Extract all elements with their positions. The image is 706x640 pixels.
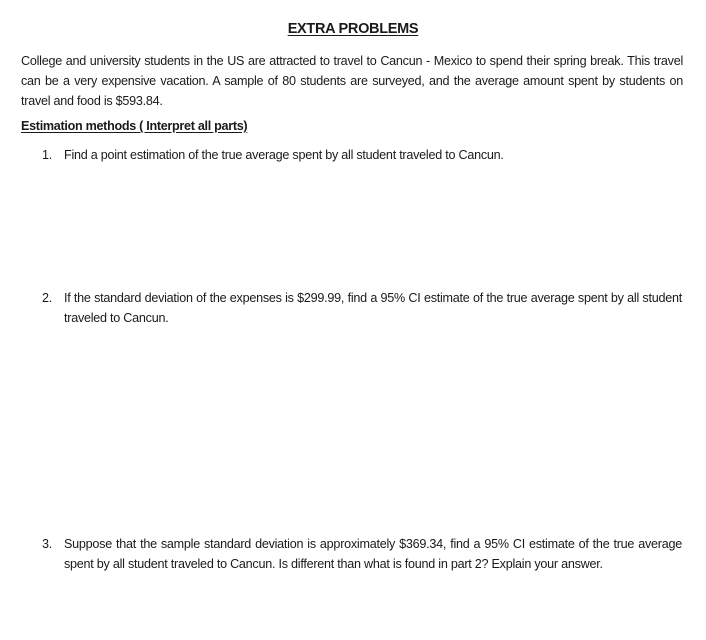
question-1 <box>42 146 682 166</box>
question-number: 3. <box>42 537 53 551</box>
question-text: Suppose that the sample standard deviation is approximately $369.34, find a 95% CI estimate of the true average spent by all student traveled to Cancun. Is different than what is found in part 2? Explain your answer. <box>64 537 682 571</box>
document-title: EXTRA PROBLEMS <box>287 21 419 37</box>
question-number: 1. <box>42 148 53 162</box>
question-number: 2. <box>42 291 53 305</box>
intro-paragraph: College and university students in the US are attracted to travel to Cancun - Mexico to spend their spring break. This travel can be a very expensive vacation. A sample of 80 students are surveyed, and the average amount spent by students on travel and food is $593.84. <box>21 54 683 108</box>
question-2 <box>42 289 682 328</box>
section-heading: Estimation methods ( Interpret all parts) <box>21 119 248 133</box>
question-3 <box>42 535 682 574</box>
question-text: Find a point estimation of the true average spent by all student traveled to Cancun. <box>64 148 504 162</box>
question-text: If the standard deviation of the expenses is $299.99, find a 95% CI estimate of the true average spent by all student traveled to Cancun. <box>64 291 682 325</box>
